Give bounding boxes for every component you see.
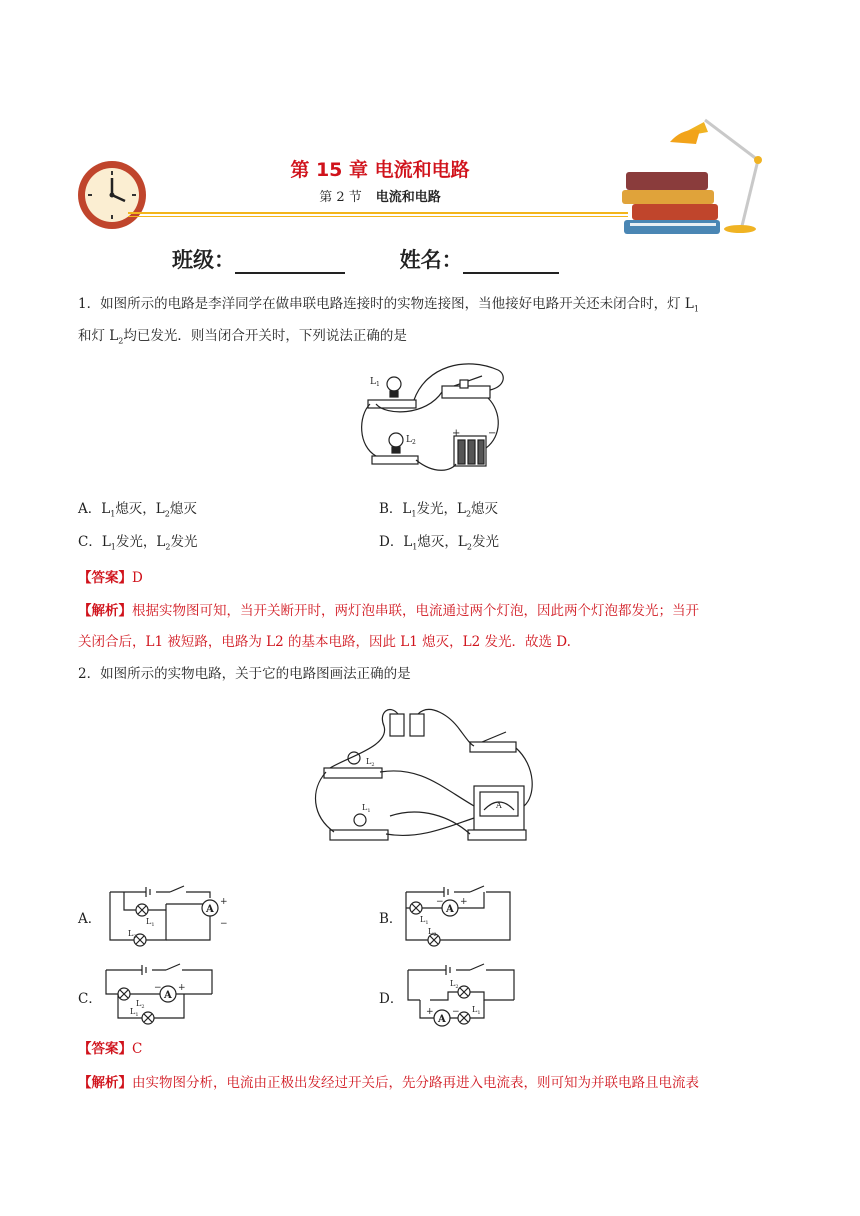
- header-rule-thin: [128, 216, 628, 217]
- q2-option-c-diagram: [100, 962, 220, 1028]
- svg-text:+: +: [178, 983, 186, 993]
- name-blank[interactable]: [463, 252, 559, 274]
- svg-text:L1: $L_1$: [472, 1005, 481, 1016]
- q1-option-b[interactable]: B．$L_1$发光，$L_2$熄灭: [379, 501, 499, 519]
- svg-text:A: A: [438, 1014, 446, 1025]
- fig2-label-l1: $L_1$: [362, 803, 371, 814]
- section-name: 电流和电路: [375, 190, 441, 205]
- fig2-label-a: A: [496, 801, 502, 810]
- svg-text:+: +: [460, 897, 468, 907]
- svg-text:L1: $L_1$: [130, 1007, 139, 1018]
- svg-text:L2: $L_2$: [136, 999, 145, 1010]
- svg-text:A: A: [164, 990, 172, 1001]
- svg-text:L2: $L_2$: [450, 979, 459, 990]
- fig1-label-l2: $L_2$: [406, 435, 416, 446]
- question-2-circuit-figure: [310, 706, 540, 852]
- q2-option-a-diagram: [106, 884, 236, 950]
- question-2-text: 2．如图所示的实物电路，关于它的电路图画法正确的是: [78, 666, 411, 682]
- fig1-label-minus: −: [488, 428, 497, 439]
- question-1-text: [78, 291, 782, 354]
- q1-option-a[interactable]: A．$L_1$熄灭，$L_2$熄灭: [78, 501, 197, 519]
- svg-text:A: A: [206, 904, 214, 915]
- header-rule: [128, 212, 628, 214]
- q1-analysis: 【解析】根据实物图可知，当开关断开时，两灯泡串联，电流通过两个灯泡，因此两个灯泡都发光；当开 关闭合后，L1 被短路，电路为 L2 的基本电路，因此 L1 熄灭，L2 发光．故选 D.: [78, 603, 699, 650]
- svg-text:L2: $L_2$: [428, 927, 437, 938]
- svg-text:+: +: [426, 1007, 434, 1017]
- q2-option-b-diagram: [400, 884, 520, 950]
- class-label: 班级：: [172, 248, 235, 272]
- question-1-line-1: 1．如图所示的电路是李洋同学在做串联电路连接时的实物连接图，当他接好电路开关还未闭合时，灯 $L_1$: [78, 296, 699, 314]
- svg-text:L2: $L_2$: [128, 929, 137, 940]
- q1-option-c[interactable]: C．$L_1$发光，$L_2$发光: [78, 534, 198, 552]
- q2-option-a-label[interactable]: A．: [78, 911, 102, 927]
- q1-answer: 【答案】D: [78, 570, 143, 586]
- fig2-label-l2: $L_2$: [366, 757, 375, 768]
- question-1-line-2: 和灯 $L_2$均已发光．则当闭合开关时，下列说法正确的是: [78, 327, 407, 346]
- svg-text:L1: $L_1$: [420, 915, 429, 926]
- svg-text:−: −: [154, 983, 162, 993]
- svg-text:L1: $L_1$: [146, 917, 155, 928]
- section-title: [0, 186, 760, 205]
- svg-text:A: A: [446, 904, 454, 915]
- q2-answer: 【答案】C: [78, 1041, 143, 1057]
- student-info-row: [172, 244, 559, 274]
- svg-text:−: −: [452, 1007, 460, 1017]
- chapter-title: 第 15 章 电流和电路: [290, 159, 470, 181]
- q2-analysis: 【解析】由实物图分析，电流由正极出发经过开关后，先分路再进入电流表，则可知为并联电路且电流表: [78, 1075, 699, 1091]
- section-number: 第 2 节: [319, 190, 362, 205]
- q2-option-d-diagram: [400, 962, 524, 1028]
- q2-option-c-label[interactable]: C．: [78, 991, 102, 1007]
- name-label: 姓名：: [399, 248, 463, 272]
- svg-text:−: −: [220, 919, 228, 929]
- fig1-label-plus: +: [452, 428, 461, 439]
- q1-option-d[interactable]: D．$L_1$熄灭，$L_2$发光: [379, 534, 499, 552]
- svg-text:−: −: [436, 897, 444, 907]
- svg-text:+: +: [220, 897, 228, 907]
- class-blank[interactable]: [235, 252, 345, 274]
- q2-option-b-label[interactable]: B．: [379, 911, 403, 927]
- q2-option-d-label[interactable]: D．: [379, 991, 404, 1007]
- question-1-circuit-figure: [356, 356, 516, 476]
- fig1-label-l1: $L_1$: [370, 377, 380, 388]
